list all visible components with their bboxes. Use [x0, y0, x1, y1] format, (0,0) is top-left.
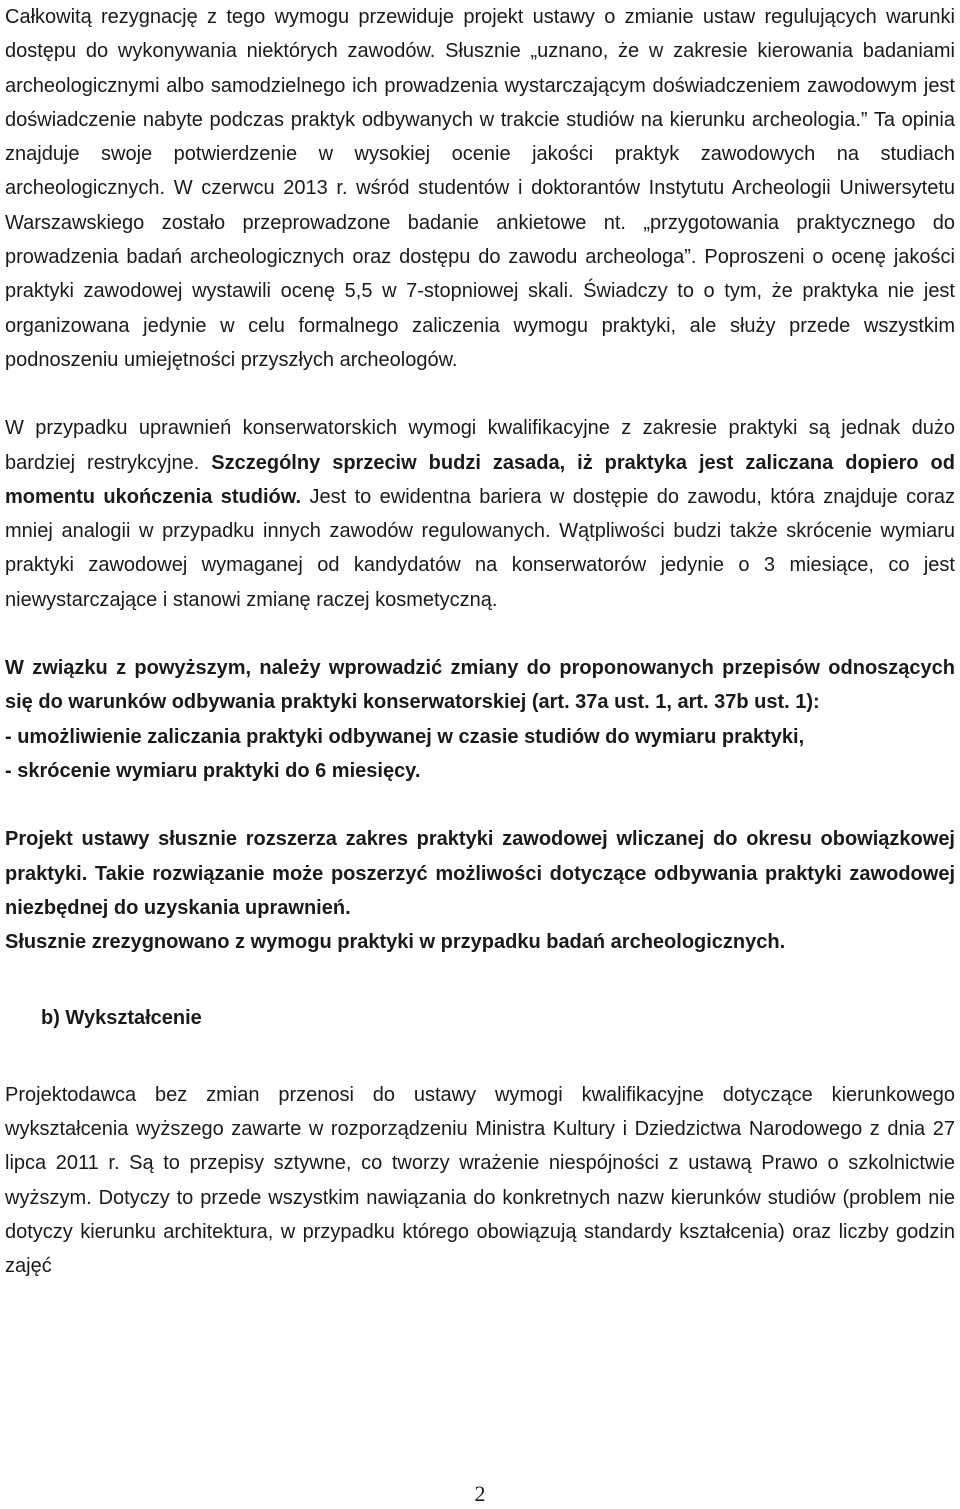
- conservator-text-a: W przypadku uprawnień konserwatorskich wymogi kwalifikacyjne z zakresie praktyki są jednak dużo bardziej restrykcyjne.: [5, 417, 955, 474]
- paragraph-conservator-requirements: [5, 411, 955, 617]
- paragraph-gap: [5, 377, 955, 411]
- paragraph-archaeology-waiver: Słusznie zrezygnowano z wymogu praktyki w przypadku badań archeologicznych.: [5, 931, 786, 954]
- paragraph-gap: [5, 959, 955, 1001]
- page-number: 2: [474, 1481, 486, 1506]
- paragraph-gap: [5, 617, 955, 651]
- paragraph-scope-extension: Projekt ustawy słusznie rozszerza zakres praktyki zawodowej wliczanej do okresu obowiązkowej praktyki. Takie rozwiązanie może poszerzyć możliwości dotyczące odbywania praktyki zawodowej niezbędnej do uzyskania uprawnień.: [5, 828, 955, 919]
- section-heading-education: b) Wykształcenie: [41, 1007, 202, 1030]
- paragraph-education-requirements: Projektodawca bez zmian przenosi do ustawy wymogi kwalifikacyjne dotyczące kierunkowego wykształcenia wyższego zawarte w rozporządzeniu Ministra Kultury i Dziedzictwa Narodowego z dnia 27 lipca 2011 r. Są to przepisy sztywne, co tworzy wrażenie niespójności z ustawą Prawo o szkolnictwie wyższym. Dotyczy to przede wszystkim nawiązania do konkretnych nazw kierunków studiów (problem nie dotyczy kierunku architektura, w przypadku którego obowiązują standardy kształcenia) oraz liczby godzin zajęć: [5, 1083, 955, 1278]
- proposed-change-item-1: - umożliwienie zaliczania praktyki odbywanej w czasie studiów do wymiaru praktyki,: [5, 725, 805, 748]
- paragraph-gap: [5, 1036, 955, 1078]
- document-page: [5, 0, 955, 1284]
- paragraph-practice-opinion: Całkowitą rezygnację z tego wymogu przewiduje projekt ustawy o zmianie ustaw regulujących warunki dostępu do wykonywania niektórych zawodów. Słusznie „uznano, że w zakresie kierowania badaniami archeologicznymi albo samodzielnego ich prowadzenia wystarczającym doświadczeniem zawodowym jest doświadczenie nabyte podczas praktyk odbywanych w trakcie studiów na kierunku archeologia.” Ta opinia znajduje swoje potwierdzenie w wysokiej ocenie jakości praktyk zawodowych na studiach archeologicznych. W czerwcu 2013 r. wśród studentów i doktorantów Instytutu Archeologii Uniwersytetu Warszawskiego zostało przeprowadzone badanie ankietowe nt. „przygotowania praktycznego do prowadzenia badań archeologicznych oraz dostępu do zawodu archeologa”. Poproszeni o ocenę jakości praktyki zawodowej wystawili ocenę 5,5 w 7-stopniowej skali. Świadczy to o tym, że praktyka nie jest organizowana jedynie w celu formalnego zaliczenia wymogu praktyki, ale służy przede wszystkim podnoszeniu umiejętności przyszłych archeologów.: [5, 6, 955, 371]
- conservator-bold-objection: Szczególny sprzeciw budzi zasada, iż praktyka jest zaliczana dopiero od momentu ukończenia studiów.: [5, 451, 955, 508]
- conservator-text-b: Jest to ewidentna bariera w dostępie do zawodu, która znajduje coraz mniej analogii w przypadku innych zawodów regulowanych. Wątpliwości budzi także skrócenie wymiaru praktyki zawodowej wymaganej od kandydatów na konserwatorów jedynie o 3 miesiące, co jest niewystarczające i stanowi zmianę raczej kosmetyczną.: [5, 485, 956, 611]
- proposed-change-item-2: - skrócenie wymiaru praktyki do 6 miesięcy.: [5, 759, 421, 782]
- paragraph-gap: [5, 788, 955, 822]
- paragraph-proposed-changes: W związku z powyższym, należy wprowadzić zmiany do proponowanych przepisów odnoszących się do warunków odbywania praktyki konserwatorskiej (art. 37a ust. 1, art. 37b ust. 1):: [5, 657, 955, 714]
